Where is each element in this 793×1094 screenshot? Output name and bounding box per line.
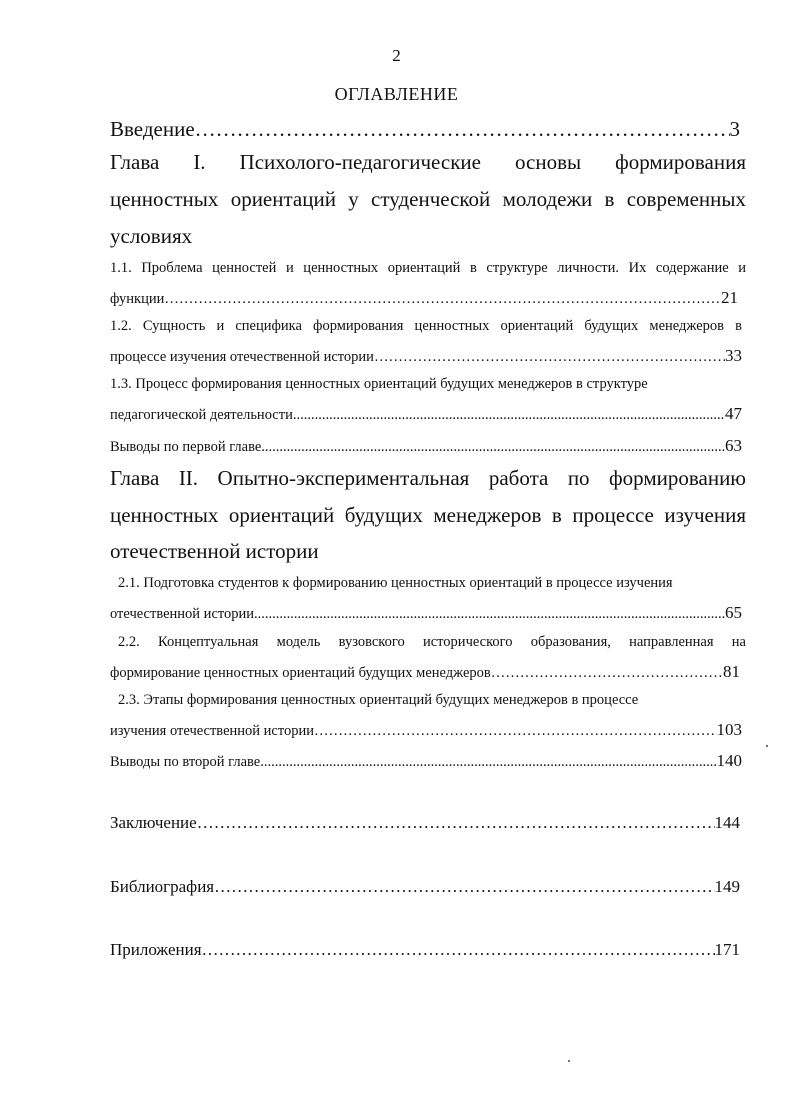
toc-label: изучения отечественной истории [110, 723, 315, 739]
chapter-1-heading-line-2: ценностных ориентаций у студенческой молодежи в современных [110, 187, 746, 211]
dot-leader [197, 813, 715, 833]
toc-entry-conclusion [110, 813, 740, 833]
scan-speck [568, 1060, 570, 1062]
toc-label: Заключение [110, 813, 197, 832]
dot-leader [293, 407, 725, 424]
toc-page: 144 [714, 813, 740, 832]
toc-label: Библиография [110, 877, 215, 896]
section-1-2-line-1: 1.2. Сущность и специфика формирования ценностных ориентаций будущих менеджеров в [110, 318, 742, 334]
section-1-3-line-1: 1.3. Процесс формирования ценностных ориентаций будущих менеджеров в структуре [110, 376, 648, 392]
dot-leader [164, 291, 721, 308]
toc-page: 21 [721, 288, 738, 307]
chapter-1-heading-line-1: Глава I. Психолого-педагогические основы формирования [110, 150, 746, 174]
dot-leader [260, 754, 716, 771]
toc-label: отечественной истории [110, 606, 255, 622]
toc-page: 171 [714, 940, 740, 959]
dot-leader [261, 439, 725, 456]
toc-page: 103 [716, 720, 742, 739]
chapter-2-heading-line-3: отечественной истории [110, 539, 319, 563]
toc-label: Приложения [110, 940, 202, 959]
toc-entry-section-2-1 [110, 603, 742, 623]
toc-page: 140 [716, 751, 742, 770]
toc-label: процессе изучения отечественной истории [110, 349, 374, 365]
toc-label: формирование ценностных ориентаций будущих менеджеров [110, 665, 491, 681]
dot-leader [195, 117, 730, 142]
toc-label: Введение [110, 117, 195, 141]
toc-page: 47 [725, 404, 742, 423]
page-title: ОГЛАВЛЕНИЕ [334, 84, 459, 104]
scan-speck [766, 745, 768, 747]
toc-entry-section-2-3 [110, 720, 742, 740]
toc-page: 33 [725, 346, 742, 365]
section-2-3-line-1: 2.3. Этапы формирования ценностных ориентаций будущих менеджеров в процессе [118, 692, 639, 708]
toc-entry-section-1-2 [110, 346, 742, 366]
dot-leader [491, 665, 723, 682]
section-2-1-line-1: 2.1. Подготовка студентов к формированию ценностных ориентаций в процессе изучения [118, 575, 673, 591]
toc-entry-chapter-1-conclusions [110, 436, 742, 456]
toc-page: 63 [725, 436, 742, 455]
dot-leader [254, 606, 725, 623]
toc-label: Выводы по первой главе [110, 439, 262, 455]
section-2-2-line-1: 2.2. Концептуальная модель вузовского исторического образования, направленная на [118, 634, 746, 650]
toc-label: функции [110, 291, 165, 307]
toc-entry-section-2-2 [110, 662, 740, 682]
toc-entry-bibliography [110, 877, 740, 897]
toc-page: 149 [714, 877, 740, 896]
toc-entry-section-1-1 [110, 288, 738, 308]
toc-entry-section-1-3 [110, 404, 742, 424]
toc-entry-introduction [110, 117, 740, 142]
chapter-1-heading-line-3: условиях [110, 224, 193, 248]
toc-page: 65 [725, 603, 742, 622]
toc-entry-appendices [110, 940, 740, 960]
chapter-2-heading-line-2: ценностных ориентаций будущих менеджеров в процессе изучения [110, 503, 746, 527]
toc-label: педагогической деятельности [110, 407, 293, 423]
dot-leader [202, 940, 715, 960]
section-1-1-line-1: 1.1. Проблема ценностей и ценностных ориентаций в структуре личности. Их содержание и [110, 260, 746, 276]
toc-page: 3 [729, 117, 740, 141]
toc-entry-chapter-2-conclusions [110, 751, 742, 771]
chapter-2-heading-line-1: Глава II. Опытно-экспериментальная работа по формированию [110, 466, 746, 490]
toc-label: Выводы по второй главе [110, 754, 261, 770]
dot-leader [314, 723, 716, 740]
page-number: 2 [392, 46, 401, 65]
dot-leader [214, 877, 714, 897]
dot-leader [374, 349, 725, 366]
toc-page: 81 [723, 662, 740, 681]
